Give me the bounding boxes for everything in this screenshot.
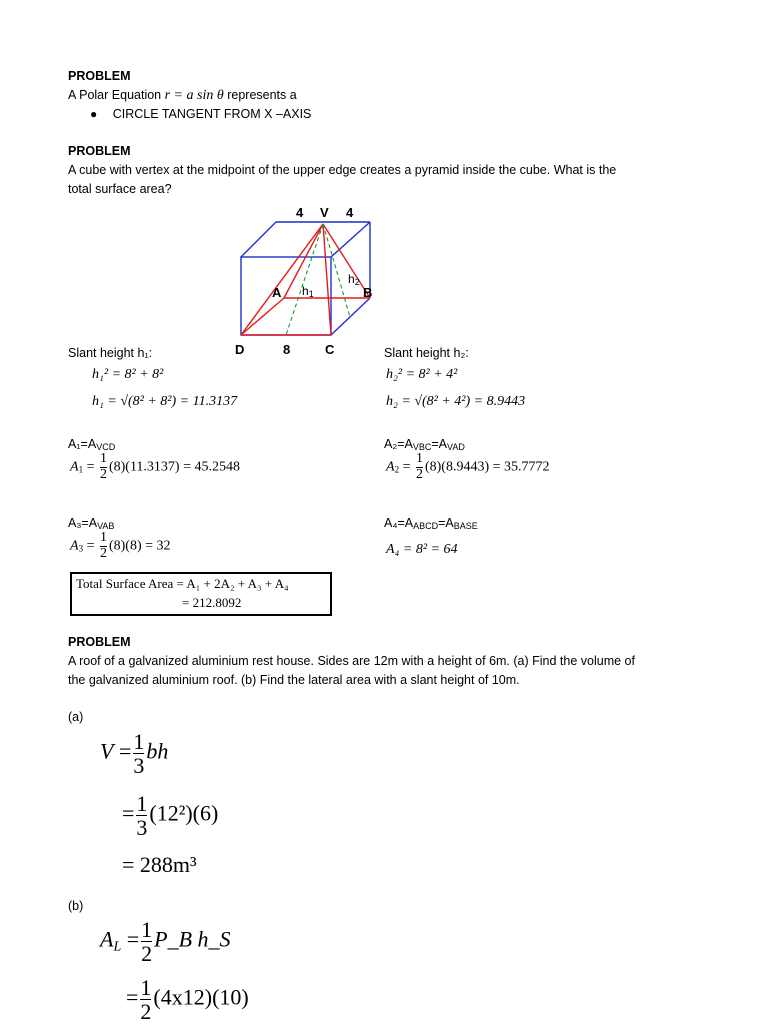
label-a: A [272,285,282,300]
slant-h1-eq1: h₁² = 8² + 8² [92,367,164,382]
problem1-answer: CIRCLE TANGENT FROM X –AXIS [112,107,312,121]
volume-step1: V = $\frac{1}{3}$ bh [100,729,169,779]
label-top-left-4: 4 [296,205,304,220]
slant-h1-eq2: h₁ = √(8² + 8²) = 11.3137 [92,394,238,409]
label-b: B [363,285,373,300]
label-h2: $h_2$ [348,272,360,287]
volume-result: = 288m³ [122,852,197,877]
lateral-area-step1: $A_L$ = $\frac{1}{2}$ P_B h_S [100,917,231,967]
a3-equation: $A_3$ = $\frac{1}{2}$ (8)(8) = 32 [70,530,171,561]
label-c: C [325,342,335,357]
problem1-bullet-item [90,105,311,124]
problem1-heading: PROBLEM [68,69,131,83]
part-a-label: (a) [68,710,84,724]
part-b-label: (b) [68,899,84,913]
problem1-intro-after: represents a [227,88,297,102]
problem2-line1: A cube with vertex at the midpoint of the upper edge creates a pyramid inside the cube. What is the [68,163,617,177]
a2-label: $A_2=A_{VBC}=A_{VAD}$ [384,437,465,452]
slant-h2-eq1: h₂² = 8² + 4² [386,367,458,382]
a4-equation: A₄ = 8² = 64 [386,542,458,557]
slant-h2-eq2: h₂ = √(8² + 4²) = 8.9443 [386,394,526,409]
total-line2: = 212.8092 [182,595,242,610]
slant-h1-label: Slant height h₁: [68,346,153,360]
label-vertex-v: V [320,205,329,220]
total-line1: Total Surface Area = A₁ + 2A₂ + A₃ + A₄ [76,576,289,591]
label-8: 8 [283,342,291,357]
a2-equation: $A_2$ = $\frac{1}{2}$ (8)(8.9443) = 35.7772 [386,451,550,482]
problem3-line1: A roof of a galvanized aluminium rest house. Sides are 12m with a height of 6m. (a) Find the volume of [68,654,635,668]
cube-pyramid-figure [226,200,386,365]
label-d: D [235,342,245,357]
problem1-statement [68,86,297,105]
problem2-heading: PROBLEM [68,144,131,158]
polar-equation: r = a sin θ [164,88,224,103]
lateral-area-step2: = $\frac{1}{2}$ (4x12)(10) [126,975,249,1024]
a4-label: $A_4=A_{ABCD}=A_{BASE}$ [384,516,478,531]
a1-label: $A_1=A_{VCD}$ [68,437,116,452]
label-top-right-4: 4 [346,205,354,220]
total-surface-area-box [70,572,332,616]
problem3-line2: the galvanized aluminium roof. (b) Find the lateral area with a slant height of 10m. [68,673,520,687]
slant-h2-label: Slant height h₂: [384,346,469,360]
a1-equation: $A_1$ = $\frac{1}{2}$ (8)(11.3137) = 45.2548 [70,451,240,482]
label-h1: $h_1$ [302,284,314,299]
volume-step2: = $\frac{1}{3}$ (12²)(6) [122,791,219,841]
problem2-line2: total surface area? [68,182,172,196]
slant-height-lines [286,224,350,335]
problem1-intro-before: A Polar Equation [68,88,162,102]
bullet-dot-icon: ● [90,107,98,121]
a3-label: $A_3=A_{VAB}$ [68,516,115,531]
problem3-heading: PROBLEM [68,635,131,649]
